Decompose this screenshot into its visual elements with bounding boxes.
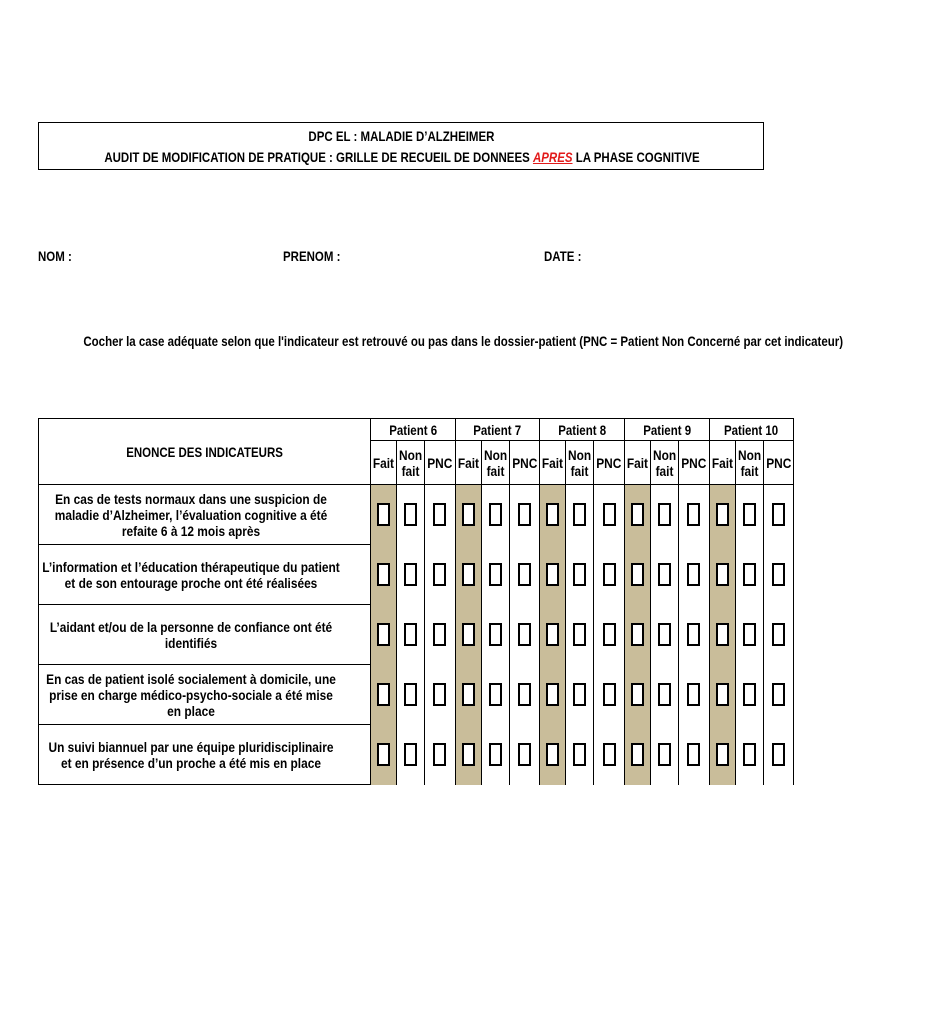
empty-checkbox-icon[interactable] xyxy=(743,683,756,706)
empty-checkbox-icon[interactable] xyxy=(404,563,417,586)
pnc-cell xyxy=(594,665,625,725)
empty-checkbox-icon[interactable] xyxy=(404,623,417,646)
empty-checkbox-icon[interactable] xyxy=(772,563,785,586)
date-label: DATE : xyxy=(544,248,582,264)
non-fait-cell xyxy=(481,485,509,545)
non-fait-cell xyxy=(396,545,424,605)
pnc-cell xyxy=(425,665,456,725)
empty-checkbox-icon[interactable] xyxy=(462,503,475,526)
fait-cell xyxy=(371,605,397,665)
fait-cell xyxy=(455,665,481,725)
empty-checkbox-icon[interactable] xyxy=(716,503,729,526)
empty-checkbox-icon[interactable] xyxy=(631,503,644,526)
fait-cell xyxy=(625,725,651,785)
non-fait-header: Non fait xyxy=(481,441,509,485)
pnc-header: PNC xyxy=(425,441,456,485)
empty-checkbox-icon[interactable] xyxy=(462,623,475,646)
empty-checkbox-icon[interactable] xyxy=(462,683,475,706)
fait-cell xyxy=(455,725,481,785)
empty-checkbox-icon[interactable] xyxy=(573,683,586,706)
fait-cell xyxy=(540,665,566,725)
pnc-cell xyxy=(594,605,625,665)
empty-checkbox-icon[interactable] xyxy=(489,683,502,706)
empty-checkbox-icon[interactable] xyxy=(546,563,559,586)
empty-checkbox-icon[interactable] xyxy=(658,503,671,526)
empty-checkbox-icon[interactable] xyxy=(546,683,559,706)
indicator-text: En cas de tests normaux dans une suspicion de maladie d’Alzheimer, l’évaluation cognitive a été refaite 6 à 12 mois après xyxy=(54,490,328,539)
instruction-text: Cocher la case adéquate selon que l'indicateur est retrouvé ou pas dans le dossier-patient (PNC = Patient Non Concerné par cet indicateur) xyxy=(83,333,844,349)
pnc-cell xyxy=(425,605,456,665)
empty-checkbox-icon[interactable] xyxy=(518,743,531,766)
indicator-row xyxy=(39,605,794,665)
empty-checkbox-icon[interactable] xyxy=(772,683,785,706)
empty-checkbox-icon[interactable] xyxy=(687,683,700,706)
fait-header: Fait xyxy=(625,441,651,485)
empty-checkbox-icon[interactable] xyxy=(631,563,644,586)
patient-label: Patient 8 xyxy=(558,421,607,438)
document-title: DPC EL : MALADIE D’ALZHEIMER xyxy=(307,128,495,144)
empty-checkbox-icon[interactable] xyxy=(377,623,390,646)
empty-checkbox-icon[interactable] xyxy=(743,743,756,766)
non-fait-cell xyxy=(650,485,678,545)
pnc-cell xyxy=(425,725,456,785)
empty-checkbox-icon[interactable] xyxy=(433,503,446,526)
non-fait-cell xyxy=(481,545,509,605)
fait-cell xyxy=(625,605,651,665)
patient-header-4 xyxy=(709,419,794,441)
indicator-label-cell xyxy=(39,605,371,665)
empty-checkbox-icon[interactable] xyxy=(743,503,756,526)
empty-checkbox-icon[interactable] xyxy=(716,743,729,766)
fait-header: Fait xyxy=(540,441,566,485)
non-fait-cell xyxy=(735,485,763,545)
pnc-header: PNC xyxy=(594,441,625,485)
indicator-label-cell xyxy=(39,545,371,605)
empty-checkbox-icon[interactable] xyxy=(716,683,729,706)
title-box xyxy=(38,122,764,170)
indicator-text: Un suivi biannuel par une équipe pluridisciplinaire et en présence d’un proche a été mis en place xyxy=(48,738,334,771)
fait-cell xyxy=(709,665,735,725)
pnc-cell xyxy=(763,545,794,605)
non-fait-cell xyxy=(735,665,763,725)
non-fait-cell xyxy=(396,665,424,725)
pnc-cell xyxy=(425,485,456,545)
empty-checkbox-icon[interactable] xyxy=(404,683,417,706)
fait-cell xyxy=(709,485,735,545)
empty-checkbox-icon[interactable] xyxy=(631,623,644,646)
pnc-cell xyxy=(594,485,625,545)
indicator-row xyxy=(39,485,794,545)
empty-checkbox-icon[interactable] xyxy=(743,563,756,586)
indicator-row xyxy=(39,545,794,605)
empty-checkbox-icon[interactable] xyxy=(573,563,586,586)
patient-label: Patient 7 xyxy=(473,421,522,438)
subtitle-emphasis: APRES xyxy=(532,149,573,165)
empty-checkbox-icon[interactable] xyxy=(603,683,616,706)
pnc-cell xyxy=(763,665,794,725)
empty-checkbox-icon[interactable] xyxy=(518,563,531,586)
empty-checkbox-icon[interactable] xyxy=(462,563,475,586)
empty-checkbox-icon[interactable] xyxy=(433,683,446,706)
pnc-header: PNC xyxy=(509,441,540,485)
pnc-cell xyxy=(594,545,625,605)
non-fait-header: Non fait xyxy=(396,441,424,485)
empty-checkbox-icon[interactable] xyxy=(377,563,390,586)
pnc-cell xyxy=(763,605,794,665)
empty-checkbox-icon[interactable] xyxy=(377,683,390,706)
empty-checkbox-icon[interactable] xyxy=(603,743,616,766)
empty-checkbox-icon[interactable] xyxy=(603,563,616,586)
non-fait-cell xyxy=(481,665,509,725)
empty-checkbox-icon[interactable] xyxy=(489,623,502,646)
empty-checkbox-icon[interactable] xyxy=(573,743,586,766)
fait-header: Fait xyxy=(709,441,735,485)
fait-header: Fait xyxy=(455,441,481,485)
non-fait-cell xyxy=(650,605,678,665)
empty-checkbox-icon[interactable] xyxy=(404,743,417,766)
pnc-cell xyxy=(763,725,794,785)
fait-cell xyxy=(625,665,651,725)
subtitle-suffix: LA PHASE COGNITIVE xyxy=(572,149,700,165)
empty-checkbox-icon[interactable] xyxy=(546,503,559,526)
non-fait-cell xyxy=(566,485,594,545)
non-fait-cell xyxy=(566,545,594,605)
fait-cell xyxy=(540,605,566,665)
pnc-cell xyxy=(594,725,625,785)
indicator-grid xyxy=(38,418,794,785)
indicator-label-cell xyxy=(39,485,371,545)
non-fait-header: Non fait xyxy=(650,441,678,485)
fait-cell xyxy=(371,665,397,725)
pnc-cell xyxy=(679,665,710,725)
empty-checkbox-icon[interactable] xyxy=(743,623,756,646)
empty-checkbox-icon[interactable] xyxy=(433,743,446,766)
non-fait-cell xyxy=(566,665,594,725)
fait-cell xyxy=(625,485,651,545)
empty-checkbox-icon[interactable] xyxy=(573,503,586,526)
non-fait-cell xyxy=(650,665,678,725)
fait-cell xyxy=(371,725,397,785)
non-fait-cell xyxy=(481,605,509,665)
empty-checkbox-icon[interactable] xyxy=(433,563,446,586)
pnc-cell xyxy=(509,605,540,665)
fait-cell xyxy=(709,545,735,605)
empty-checkbox-icon[interactable] xyxy=(716,623,729,646)
empty-checkbox-icon[interactable] xyxy=(658,563,671,586)
fait-cell xyxy=(371,485,397,545)
empty-checkbox-icon[interactable] xyxy=(518,683,531,706)
empty-checkbox-icon[interactable] xyxy=(518,503,531,526)
non-fait-cell xyxy=(396,725,424,785)
pnc-cell xyxy=(679,485,710,545)
pnc-header: PNC xyxy=(679,441,710,485)
empty-checkbox-icon[interactable] xyxy=(546,743,559,766)
empty-checkbox-icon[interactable] xyxy=(772,503,785,526)
patient-label: Patient 10 xyxy=(724,421,779,438)
indicator-text: En cas de patient isolé socialement à domicile, une prise en charge médico-psycho-sociale a été mise en place xyxy=(46,670,336,719)
empty-checkbox-icon[interactable] xyxy=(462,743,475,766)
non-fait-cell xyxy=(650,725,678,785)
empty-checkbox-icon[interactable] xyxy=(489,563,502,586)
empty-checkbox-icon[interactable] xyxy=(489,503,502,526)
patient-header-3 xyxy=(625,419,710,441)
non-fait-cell xyxy=(650,545,678,605)
document-subtitle xyxy=(104,149,699,165)
empty-checkbox-icon[interactable] xyxy=(603,623,616,646)
pnc-cell xyxy=(679,725,710,785)
fait-header: Fait xyxy=(371,441,397,485)
patient-header-1 xyxy=(455,419,540,441)
indicator-label-cell xyxy=(39,665,371,725)
empty-checkbox-icon[interactable] xyxy=(433,623,446,646)
empty-checkbox-icon[interactable] xyxy=(546,623,559,646)
non-fait-cell xyxy=(735,725,763,785)
empty-checkbox-icon[interactable] xyxy=(772,623,785,646)
non-fait-cell xyxy=(396,485,424,545)
non-fait-cell xyxy=(566,725,594,785)
non-fait-cell xyxy=(396,605,424,665)
pnc-cell xyxy=(425,545,456,605)
pnc-cell xyxy=(679,605,710,665)
pnc-header: PNC xyxy=(763,441,794,485)
empty-checkbox-icon[interactable] xyxy=(687,563,700,586)
non-fait-header: Non fait xyxy=(735,441,763,485)
empty-checkbox-icon[interactable] xyxy=(687,743,700,766)
prenom-label: PRENOM : xyxy=(283,248,341,264)
indicator-row xyxy=(39,725,794,785)
non-fait-header: Non fait xyxy=(566,441,594,485)
empty-checkbox-icon[interactable] xyxy=(687,623,700,646)
empty-checkbox-icon[interactable] xyxy=(631,683,644,706)
enonce-header-cell xyxy=(39,419,371,485)
fait-cell xyxy=(709,725,735,785)
empty-checkbox-icon[interactable] xyxy=(687,503,700,526)
non-fait-cell xyxy=(481,725,509,785)
fait-cell xyxy=(540,725,566,785)
patient-label: Patient 6 xyxy=(388,421,437,438)
fait-cell xyxy=(455,545,481,605)
fait-cell xyxy=(455,485,481,545)
non-fait-cell xyxy=(735,545,763,605)
indicator-label-cell xyxy=(39,725,371,785)
pnc-cell xyxy=(509,545,540,605)
indicator-text: L’aidant et/ou de la personne de confiance ont été identifiés xyxy=(49,618,333,651)
fait-cell xyxy=(540,545,566,605)
empty-checkbox-icon[interactable] xyxy=(658,683,671,706)
empty-checkbox-icon[interactable] xyxy=(518,623,531,646)
indicator-row xyxy=(39,665,794,725)
fait-cell xyxy=(625,545,651,605)
empty-checkbox-icon[interactable] xyxy=(772,743,785,766)
non-fait-cell xyxy=(735,605,763,665)
pnc-cell xyxy=(763,485,794,545)
empty-checkbox-icon[interactable] xyxy=(658,743,671,766)
fait-cell xyxy=(709,605,735,665)
empty-checkbox-icon[interactable] xyxy=(631,743,644,766)
fait-cell xyxy=(540,485,566,545)
empty-checkbox-icon[interactable] xyxy=(658,623,671,646)
empty-checkbox-icon[interactable] xyxy=(489,743,502,766)
empty-checkbox-icon[interactable] xyxy=(404,503,417,526)
fait-cell xyxy=(371,545,397,605)
empty-checkbox-icon[interactable] xyxy=(603,503,616,526)
pnc-cell xyxy=(509,725,540,785)
nom-label: NOM : xyxy=(38,248,72,264)
pnc-cell xyxy=(679,545,710,605)
non-fait-cell xyxy=(566,605,594,665)
empty-checkbox-icon[interactable] xyxy=(573,623,586,646)
pnc-cell xyxy=(509,665,540,725)
enonce-header: ENONCE DES INDICATEURS xyxy=(126,443,283,460)
patient-header-0 xyxy=(371,419,456,441)
pnc-cell xyxy=(509,485,540,545)
indicator-text: L’information et l’éducation thérapeutique du patient et de son entourage proche ont été réalisées xyxy=(42,558,340,591)
empty-checkbox-icon[interactable] xyxy=(377,503,390,526)
fait-cell xyxy=(455,605,481,665)
patient-header-2 xyxy=(540,419,625,441)
empty-checkbox-icon[interactable] xyxy=(716,563,729,586)
subtitle-prefix: AUDIT DE MODIFICATION DE PRATIQUE : GRILLE DE RECUEIL DE DONNEES xyxy=(104,149,533,165)
empty-checkbox-icon[interactable] xyxy=(377,743,390,766)
patient-label: Patient 9 xyxy=(642,421,691,438)
